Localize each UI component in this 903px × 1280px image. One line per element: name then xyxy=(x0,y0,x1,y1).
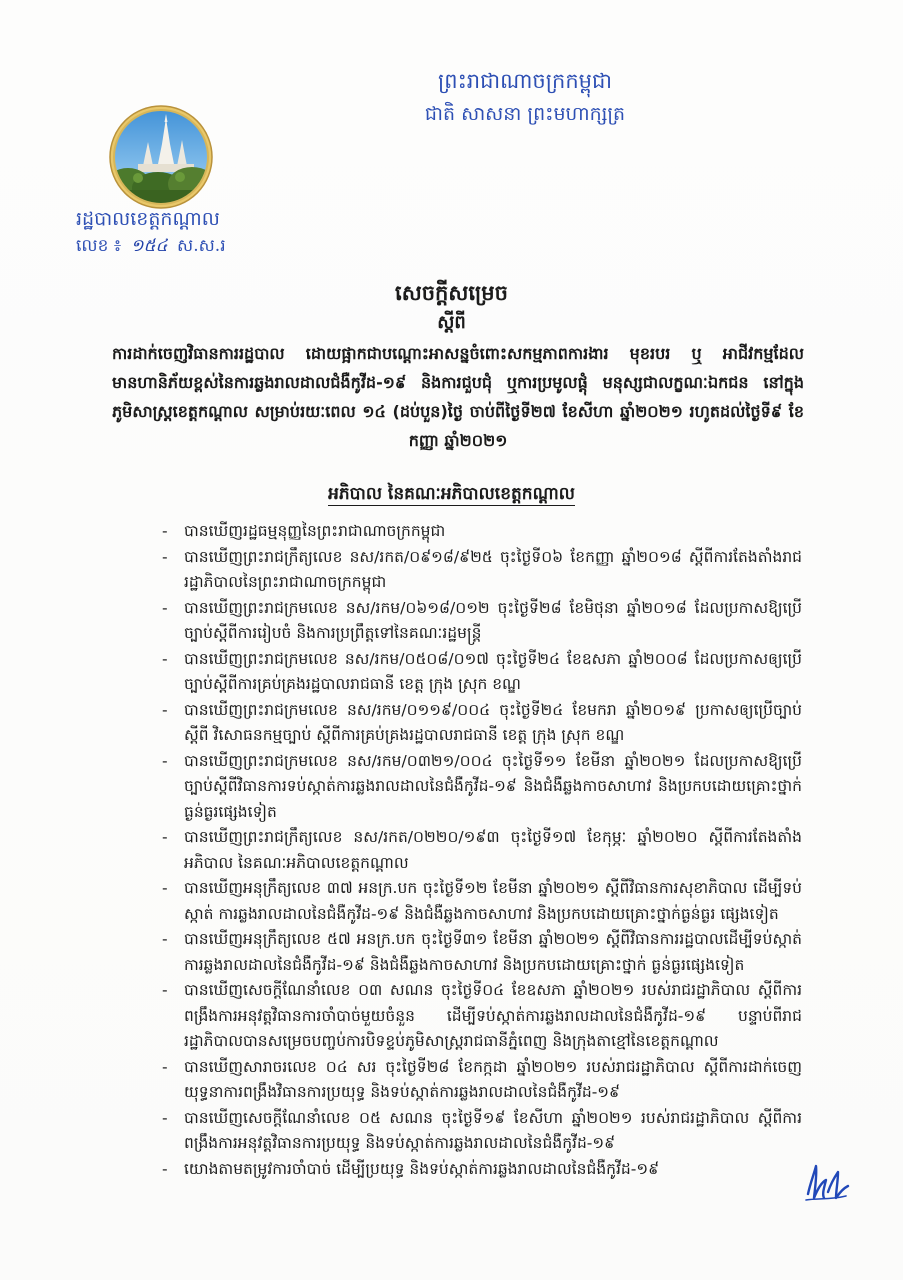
provincial-emblem-icon xyxy=(108,104,214,210)
list-item xyxy=(162,647,802,698)
list-item-text: បានឃើញអនុក្រឹត្យលេខ ៣៧ អនក្រ.បក ចុះថ្ងៃទី១២ ខែមីនា ឆ្នាំ២០២១ ស្ដីពីវិធានការសុខាភិបាល ដើម្បីទប់ស្កាត់ ការឆ្លងរាលដាលនៃជំងឺកូវីដ-១៩ និងជំងឺឆ្លងកាចសាហាវ និងប្រកបដោយគ្រោះថ្នាក់ធ្ងន់ធ្ងរ ផ្សេងទៀត xyxy=(184,879,802,923)
bullet-dash: - xyxy=(162,700,168,719)
bullet-dash: - xyxy=(162,930,168,948)
list-item-text: បានឃើញរដ្ឋធម្មនុញ្ញនៃព្រះរាជាណាចក្រកម្ពុជា xyxy=(184,522,446,540)
document-number-suffix: ស.ស.រ xyxy=(177,236,226,256)
national-header xyxy=(320,64,730,130)
list-item-text: បានឃើញព្រះរាជក្រឹត្យលេខ នស/រកត/០២២០/១៩៣ ចុះថ្ងៃទី១៧ ខែកុម្ភៈ ឆ្នាំ២០២០ ស្ដីពីការតែងតាំងអភិបាល នៃគណៈអភិបាលខេត្តកណ្ដាល xyxy=(184,828,802,872)
list-item xyxy=(162,749,802,826)
list-item xyxy=(162,1157,802,1183)
list-item-text: បានឃើញសេចក្ដីណែនាំលេខ ០៣ សណន ចុះថ្ងៃទី០៤ ខែឧសភា ឆ្នាំ២០២១ របស់រាជរដ្ឋាភិបាល ស្ដីពីការពង្រឹងការអនុវត្តវិធានការចាំបាច់មួយចំនួន ដើម្បីទប់ស្កាត់ការឆ្លងរាលដាលនៃជំងឺកូវីដ-១៩ បន្ទាប់ពីរាជរដ្ឋាភិបាលបានសម្រេចបញ្ចប់ការបិទខ្ទប់ភូមិសាស្ត្ររាជធានីភ្នំពេញ និងក្រុងតាខ្មៅនៃខេត្តកណ្ដាល xyxy=(184,981,802,1050)
list-item xyxy=(162,596,802,647)
document-number xyxy=(76,233,276,259)
national-motto: ជាតិ សាសនា ព្រះមហាក្សត្រ xyxy=(424,103,626,125)
list-item xyxy=(162,1055,802,1106)
issuer-name: រដ្ឋបាលខេត្តកណ្ដាល xyxy=(76,208,220,230)
list-item-text: យោងតាមតម្រូវការចាំបាច់ ដើម្បីប្រយុទ្ធ និងទប់ស្កាត់ការឆ្លងរាលដាលនៃជំងឺកូវីដ-១៩ xyxy=(184,1159,660,1178)
kingdom-title: ព្រះរាជាណាចក្រកម្ពុជា xyxy=(437,69,612,93)
bullet-dash: - xyxy=(162,1159,168,1178)
bullet-dash: - xyxy=(162,1057,168,1076)
list-item xyxy=(162,876,802,927)
bullet-dash: - xyxy=(162,879,168,897)
document-number-label: លេខ ៖ xyxy=(76,236,122,256)
bullet-dash: - xyxy=(162,981,168,999)
list-item-text: បានឃើញព្រះរាជក្រមលេខ នស/រកម/០៣២១/០០៤ ចុះថ្ងៃទី១១ ខែមីនា ឆ្នាំ២០២១ ដែលប្រកាសឱ្យប្រើច្បាប់ស្ដីពីវិធានការទប់ស្កាត់ការឆ្លងរាលដាលនៃជំងឺកូវីដ-១៩ និងជំងឺឆ្លងកាចសាហាវ និងប្រកបដោយគ្រោះថ្នាក់ធ្ងន់ធ្ងរផ្សេងទៀត xyxy=(184,751,802,821)
document-subtitle: ស្ដីពី xyxy=(437,312,466,333)
list-item-text: បានឃើញព្រះរាជក្រមលេខ នស/រកម/០៥០៨/០១៧ ចុះថ្ងៃទី២៤ ខែឧសភា ឆ្នាំ២០០៨ ដែលប្រកាសឲ្យប្រើច្បាប់ស្ដីពីការគ្រប់គ្រងរដ្ឋបាលរាជធានី ខេត្ត ក្រុង ស្រុក ខណ្ឌ xyxy=(184,649,802,693)
list-item xyxy=(162,698,802,749)
list-item xyxy=(162,978,802,1055)
list-item-text: បានឃើញព្រះរាជក្រមលេខ នស/រកម/០១១៩/០០៤ ចុះថ្ងៃទី២៤ ខែមករា ឆ្នាំ២០១៩ ប្រកាសឲ្យប្រើច្បាប់ស្ដីពី វិសោធនកម្មច្បាប់ ស្ដីពីការគ្រប់គ្រងរដ្ឋបាលរាជធានី ខេត្ត ក្រុង ស្រុក ខណ្ឌ xyxy=(184,700,802,744)
bullet-dash: - xyxy=(162,649,168,668)
list-item-text: បានឃើញអនុក្រឹត្យលេខ ៥៧ អនក្រ.បក ចុះថ្ងៃទី៣១ ខែមីនា ឆ្នាំ២០២១ ស្ដីពីវិធានការរដ្ឋបាលដើម្បីទប់ស្កាត់ការឆ្លងរាលដាលនៃជំងឺកូវីដ-១៩ និងជំងឺឆ្លងកាចសាហាវ និងប្រកបដោយគ្រោះថ្នាក់ ធ្ងន់ធ្ងរផ្សេងទៀត xyxy=(184,930,802,974)
considerations-list xyxy=(162,519,802,1209)
issuing-authority xyxy=(76,205,276,259)
list-item xyxy=(162,825,802,876)
authority-heading-text: អភិបាល នៃគណៈអភិបាលខេត្តកណ្ដាល xyxy=(328,484,575,504)
handwritten-initials xyxy=(800,1158,856,1208)
list-item-text: បានឃើញសារាចរលេខ ០៤ សរ ចុះថ្ងៃទី២៨ ខែកក្កដា ឆ្នាំ២០២១ របស់រាជរដ្ឋាភិបាល ស្ដីពីការដាក់ចេញយុទ្ធនាការពង្រឹងវិធានការប្រយុទ្ធ និងទប់ស្កាត់ការឆ្លងរាលដាលនៃជំងឺកូវីដ-១៩ xyxy=(184,1057,802,1101)
bullet-dash: - xyxy=(162,751,168,770)
list-item xyxy=(162,545,802,596)
list-item xyxy=(162,1106,802,1157)
document-number-value: ១៥៤ xyxy=(130,236,168,256)
bullet-dash: - xyxy=(162,828,168,846)
list-item xyxy=(162,927,802,978)
document-subject: ការដាក់ចេញវិធានការរដ្ឋបាល ដោយផ្អាកជាបណ្ដោះអាសន្នចំពោះសកម្មភាពការងារ មុខរបរ ឬ អាជីវកម្មដែលមានហានិភ័យខ្ពស់នៃការឆ្លងរាលដាលជំងឺកូវីដ-១៩ និងការជួបជុំ ឬការប្រមូលផ្ដុំ មនុស្សជាលក្ខណៈឯកជន នៅក្នុងភូមិសាស្ត្រខេត្តកណ្ដាល សម្រាប់រយៈពេល ១៤ (ដប់បួន)ថ្ងៃ ចាប់ពីថ្ងៃទី២៧ ខែសីហា ឆ្នាំ២០២១ រហូតដល់ថ្ងៃទី៩ ខែកញ្ញា ឆ្នាំ២០២១ xyxy=(112,344,804,450)
bullet-dash: - xyxy=(162,547,168,566)
list-item-text: បានឃើញព្រះរាជក្រឹត្យលេខ នស/រកត/០៩១៨/៩២៥ ចុះថ្ងៃទី០៦ ខែកញ្ញា ឆ្នាំ២០១៨ ស្ដីពីការតែងតាំងរាជរដ្ឋាភិបាលនៃព្រះរាជាណាចក្រកម្ពុជា xyxy=(184,547,802,591)
list-item-text: បានឃើញសេចក្ដីណែនាំលេខ ០៥ សណន ចុះថ្ងៃទី១៩ ខែសីហា ឆ្នាំ២០២១ របស់រាជរដ្ឋាភិបាល ស្ដីពីការពង្រឹងការអនុវត្តវិធានការប្រយុទ្ធ និងទប់ស្កាត់ការឆ្លងរាលដាលនៃជំងឺកូវីដ-១៩ xyxy=(184,1108,802,1152)
document-title: សេចក្ដីសម្រេច xyxy=(395,281,508,305)
bullet-dash: - xyxy=(162,522,168,540)
list-item-text: បានឃើញព្រះរាជក្រមលេខ នស/រកម/០៦១៨/០១២ ចុះថ្ងៃទី២៨ ខែមិថុនា ឆ្នាំ២០១៨ ដែលប្រកាសឱ្យប្រើច្បាប់ស្ដីពីការរៀបចំ និងការប្រព្រឹត្តទៅនៃគណៈរដ្ឋមន្ត្រី xyxy=(184,598,802,642)
authority-heading xyxy=(0,480,903,508)
bullet-dash: - xyxy=(162,1108,168,1127)
list-item xyxy=(162,519,802,545)
bullet-dash: - xyxy=(162,598,168,617)
